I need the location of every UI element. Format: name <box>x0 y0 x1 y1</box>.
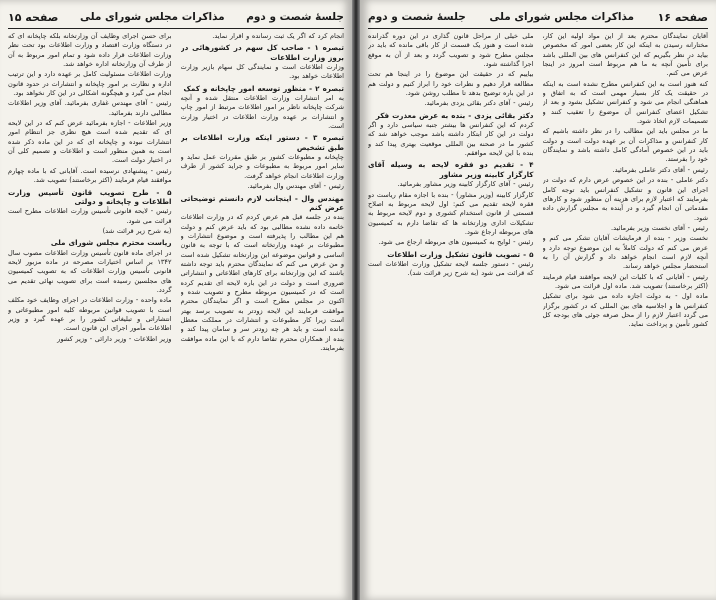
paragraph: انجام کرد که اگر یک ثبت رسانده و اقرار نماید. <box>212 32 344 40</box>
paragraph: رئیس - آقای دکتر عاملی بفرمائید. <box>612 165 708 174</box>
paragraph: دکتر عاملی - بنده در این خصوص عرض دارم که دولت در اجرای این قانون و تشکیل کنفرانس باید توجه کامل بفرمایند که اعتبار لازم برای هزینه آن منظور شود و کارهای مقدماتی آن انجام گیرد و در آینده به مجلس گزارش داده شود. <box>542 176 708 222</box>
left-column-1 <box>181 32 345 594</box>
paragraph: وزیر اطلاعات - وزیر دارائی - وزیر کشور <box>57 334 172 343</box>
paragraph: رئیس - آقای مهندس غفاری بفرمائید. آقای وزیر اطلاعات مطالبی دارند بفرمائید. <box>8 99 172 117</box>
paragraph: رئیس - لایحه قانونی تأسیس وزارت اطلاعات مطرح است قرائت می شود. <box>8 207 172 225</box>
paragraph: چاپخانه و مطبوعات کشور بر طبق مقررات عمل نماید و سایر امور مربوط به مطبوعات و جراید کشور از طرف وزارت اطلاعات انجام خواهد گرفت. <box>180 153 344 180</box>
paragraph: (به شرح زیر قرائت شد) <box>102 226 172 235</box>
paragraph: ملی خیلی از مراحل قانون گذاری در این دوره گذرانده شده است و هنوز یک قسمت از کار باقی مانده که باید در مجلس مطرح شود و تصویب گردد و بعد از آن به موقع اجرا گذاشته شود. <box>368 32 534 69</box>
paragraph: برای حسن اجرای وظایف آن وزارتخانه بلکه چاپخانه ای که در دستگاه وزارت اقتصاد و وزارت اطلاعات بود تحت نظر وزارت اطلاعات قرار داده شود و تمام امور مربوط به آن از طرف آن وزارتخانه اداره خواهد شد. <box>8 32 172 69</box>
section-heading: ۵ - تصویب قانون تشکیل وزارت اطلاعات <box>387 249 534 259</box>
paragraph: رئیس - آقای کارگزار کابینه وزیر مشاور بفرمائید. <box>397 180 534 189</box>
left-page-number: صفحه ۱۵ <box>8 10 59 24</box>
paragraph: نخست وزیر - بنده از فرمایشات آقایان تشکر می کنم و عرض می کنم که دولت کاملاً به این موضوع توجه دارد و آنچه لازم است انجام خواهد داد و گزارش آن را به استحضار مجلس خواهد رساند. <box>542 234 708 271</box>
right-page-header <box>368 6 708 29</box>
paragraph: بیاییم که در حقیقت این موضوع را در اینجا هم تحت مطالعه قرار دهیم و نظرات خود را ابراز کنیم و دولت هم در این باره توضیح بدهد تا مطلب روشن شود. <box>368 70 534 98</box>
paragraph: ماده واحده - وزارت اطلاعات در اجرای وظایف خود مکلف است با تصویب قوانین مربوطه کلیه امور مطبوعاتی و انتشاراتی و تبلیغاتی کشور را بر عهده گیرد و وزیر اطلاعات مأمور اجرای این قانون است. <box>8 296 172 333</box>
right-columns <box>368 32 708 594</box>
left-session: جلسهٔ شصت و دوم <box>246 11 344 23</box>
section-heading: ریاست محترم مجلس شورای ملی <box>50 238 172 248</box>
paragraph: کردم که این کنفرانس ها بیشتر جنبه سیاسی دارد و اگر دولت در این کار ابتکار داشته باشد موجب خواهد شد که کشور ما در صحنه بین المللی موقعیت بهتری پیدا کند و بنده با این لایحه موافقم. <box>368 121 534 158</box>
section-heading: دکتر بقائی یزدی - بنده به عرض معذرت فکر <box>375 110 534 120</box>
paragraph: رئیس - لوایح به کمیسیون های مربوطه ارجاع می شود. <box>378 238 534 247</box>
right-page-number: صفحه ۱۶ <box>657 10 708 24</box>
paragraph: رئیس - پیشنهادی نرسیده است. آقایانی که با ماده چهارم موافقند قیام فرمایند (اکثر برخاستند) تصویب شد. <box>8 166 172 185</box>
book-gutter <box>352 0 360 600</box>
section-heading: مهندس وال - اینجانب لازم دانستم توضیحاتی عرض کنم <box>180 193 344 212</box>
paragraph: وزارت اطلاعات است و نمایندگی کل سهام بازیر وزارت اطلاعات خواهد بود. <box>180 63 344 81</box>
paragraph: بنده در جلسه قبل هم عرض کردم که در وزارت اطلاعات خاتمه داده نشده مطالبی بود که باید عرض کنم و دولت هم این مطالب را پذیرفته است و موضوع انتشارات و مطبوعات بر عهده وزارتخانه است که با توجه به قانون اساسی و قوانین موضوعه این وزارتخانه تشکیل شده است و من عرض می کنم که نمایندگان محترم باید توجه داشته باشند که این وزارتخانه برای کارهای اطلاعاتی و انتشاراتی ضروری است و دولت در این باره لایحه ای تقدیم کرده است که در کمیسیون مربوطه مطرح و تصویب شده و اکنون در مجلس مطرح است و اگر نمایندگان محترم موافقت فرمایند این لایحه زودتر به تصویب برسد بهتر است زیرا کار مطبوعات و انتشارات در مملکت معطل مانده است و باید هر چه زودتر سر و سامان پیدا کند و بنده از همکاران محترم تقاضا دارم که با این ماده موافقت بفرمایند. <box>180 213 344 352</box>
left-columns <box>8 32 344 594</box>
paragraph: رئیس - آقای مهندس وال بفرمائید. <box>247 182 344 191</box>
paragraph: وزیر اطلاعات - اجازه بفرمائید عرض کنم که در این لایحه ای که تقدیم شده است هیچ نظری جز انتظام امور انتشارات نبوده و چاپخانه ای که در این ماده ذکر شده است به همین منظور است و اطلاعات و تصمیم کلی آن در اختیار دولت است. <box>8 119 172 165</box>
right-column-1 <box>543 32 709 594</box>
right-title: مذاکرات مجلس شورای ملی <box>489 11 635 23</box>
paragraph: رئیس - آقای نخست وزیر بفرمائید. <box>611 223 708 232</box>
paragraph: رئیس - آقای دکتر بقائی یزدی بفرمائید. <box>424 99 534 108</box>
section-heading: ۵ - طرح تصویب قانون تأسیس وزارت اطلاعات و چاپخانه و دولتی <box>8 187 172 206</box>
section-heading: تبصره ۱ - صاحب کل سهم در کشورهائی در بروز وزارت اطلاعات <box>180 43 344 62</box>
paragraph: ما در مجلس باید این مطالب را در نظر داشته باشیم که کار کنفرانس و مذاکرات آن بر عهده دولت است و دولت باید در این خصوص آمادگی کامل داشته باشد و نمایندگان خود را بفرستد. <box>542 127 708 164</box>
paragraph: رئیس - دستور جلسه لایحه تشکیل وزارت اطلاعات است که قرائت می شود (به شرح زیر قرائت شد). <box>368 259 534 278</box>
left-title: مذاکرات مجلس شورای ملی <box>79 11 225 23</box>
paragraph: کنه هنوز است به این کنفرانس مطرح نشده است به اینکه در حقیقت یک کار بسیار مهمی است که به اتفاق و هماهنگی انجام می شود و کنفرانس تشکیل بشود و بعد از تشکیل اعضای کنفرانس آن موضوع را تعقیب کنند و تصمیمات لازم اتخاذ شود. <box>542 79 708 126</box>
paragraph: به امر انتشارات وزارت اطلاعات منتقل شده و آنچه شرکت چاپخانه ناظر بر امور اطلاعات مرتبط از امور چاپ و انتشارات بر عهده وزارت اطلاعات در اختیار وزارت است. <box>180 94 344 131</box>
paragraph: آقایان نمایندگان محترم بعد از این مواد اولیه این کار، مختارانه رسیدن به اینکه این کار بعضی امور که مخصوص بیاید در نظر بگیریم که این کنفرانس های بین المللی باشد برای تأمین آنچه به ما هم مربوط است امروز در اینجا عرض می کنم. <box>542 32 708 78</box>
section-heading: تبصره ۲ - منظور توسعه امور چاپخانه و کمک <box>183 83 344 93</box>
left-page-header <box>8 6 344 29</box>
paragraph: کارگزار کابینه (وزیر مشاور) - بنده با اجازه مقام ریاست دو فقره لایحه تقدیم می کنم: اول لایحه مربوط به اصلاح قسمتی از قانون استخدام کشوری و دوم لایحه مربوط به تشکیلات اداری وزارتخانه ها که تقاضا دارم به کمیسیون های مربوطه ارجاع شود. <box>368 190 534 236</box>
left-page <box>0 0 352 600</box>
paragraph: ماده اول - به دولت اجازه داده می شود برای تشکیل کنفرانس ها و اجلاسیه های بین المللی که در کشور برگزار می گردد اعتبار لازم را از محل صرفه جوئی های بودجه کل کشور تأمین و پرداخت نماید. <box>542 292 708 329</box>
section-heading: تبصره ۳ - دستور اینکه وزارت اطلاعات بر طبق تشخیص <box>180 133 344 152</box>
paragraph: در اجرای ماده قانون تأسیس وزارت اطلاعات مصوب سال ۱۳۴۲ بر اساس اختیارات مصرحه در ماده مزبور لایحه قانونی تأسیس وزارت اطلاعات که به تصویب کمیسیون های مجلسین رسیده است برای تصویب نهائی تقدیم می گردد. <box>8 248 172 294</box>
left-column-2 <box>8 32 172 594</box>
section-heading: ۴ - تقدیم دو فقره لایحه به وسیله آقای کارگزار کابینه وزیر مشاور <box>368 160 534 179</box>
right-page <box>360 0 716 600</box>
right-session: جلسهٔ شصت و دوم <box>368 11 466 23</box>
paragraph: وزارت اطلاعات مسئولیت کامل بر عهده دارد و این ترتیب اداره و نظارت بر امور چاپخانه و انتشارات در حدود قانون انجام می گیرد و هیچگونه اشکالی در این کار نخواهد بود. <box>8 70 172 98</box>
paragraph: رئیس - آقایانی که با کلیات این لایحه موافقند قیام فرمایند (اکثر برخاستند) تصویب شد. ماده اول قرائت می شود. <box>542 272 708 290</box>
right-column-2 <box>368 32 534 594</box>
